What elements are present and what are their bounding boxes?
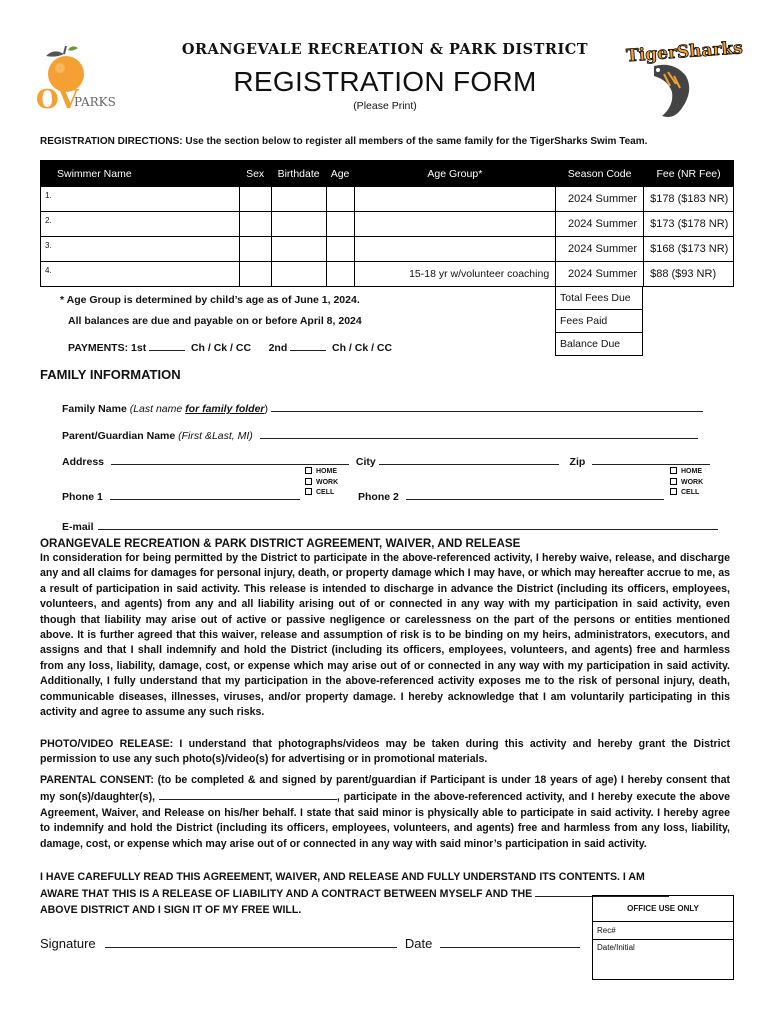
waiver-paragraph: In consideration for being permitted by the District to participate in the above-referenced activity, I hereby waive, release, and discharge any and all claims for damages for personal injury, death, or property damage which I may have, or which may hereafter accrue to me, as a result of participation in said activity. This release is intended to discharge in advance the District (including its officers, employees, volunteers, and agents) from any and all liability arising out of or connected in any way with my participation in said activity, even though that liability may arise out of active or passive negligence or carelessness on the part of the persons or entities mentioned above. It is further agreed that this waiver, release and assumption of risk is to be binding on my heirs, administrators, executors, and assigns and that I shall indemnify and hold the District (including its officers, employees, volunteers, and agents) free and harmless from any loss, liability, damage, cost, or expense which may arise out of or connected in any way with my participation in said activity. Additionally, I fully understand that my participation in the above-referenced activity exposes me to the risk of personal injury, death, communicable diseases, illnesses, viruses, and/or property damage. I hereby acknowledge that I am voluntarily participating in this activity and agree to assume any such risks. — [40, 552, 730, 719]
date-field[interactable] — [440, 936, 580, 948]
payment2-label: 2nd — [268, 342, 288, 354]
minor-name-field[interactable] — [159, 788, 337, 800]
address-label: Address — [62, 456, 105, 468]
tigersharks-logo — [624, 36, 744, 124]
season-code-cell: 2024 Summer — [556, 262, 644, 287]
svg-text:PARKS: PARKS — [74, 95, 116, 109]
email-field[interactable] — [98, 518, 718, 530]
payment1-amount-field[interactable] — [149, 339, 185, 351]
fee-cell: $173 ($178 NR) — [644, 212, 734, 237]
age-group-cell[interactable] — [354, 237, 556, 262]
family-name-label: Family Name — [62, 403, 127, 415]
parental-consent-paragraph — [40, 773, 730, 852]
office-use-title: OFFICE USE ONLY — [593, 896, 734, 922]
email-row — [62, 518, 718, 533]
birthdate-cell[interactable] — [271, 237, 326, 262]
svg-text:OV: OV — [36, 85, 79, 115]
zip-label: Zip — [569, 456, 586, 468]
phone2-cell-checkbox[interactable]: CELL — [670, 488, 703, 499]
col-age: Age — [326, 161, 354, 187]
age-group-cell[interactable]: 15-18 yr w/volunteer coaching — [354, 262, 556, 287]
city-label: City — [355, 456, 376, 468]
age-cell[interactable] — [326, 187, 354, 212]
parent-name-row — [62, 427, 718, 442]
date-initial-field[interactable]: Date/Initial — [593, 940, 734, 980]
table-row — [41, 262, 734, 287]
parent-name-label: Parent/Guardian Name — [62, 430, 176, 442]
zip-field[interactable] — [592, 453, 710, 465]
age-cell[interactable] — [326, 262, 354, 287]
fee-cell: $178 ($183 NR) — [644, 187, 734, 212]
payment1-method: Ch / Ck / CC — [190, 342, 252, 354]
phone2-field[interactable] — [406, 488, 664, 500]
city-field[interactable] — [379, 453, 559, 465]
col-birthdate: Birthdate — [271, 161, 326, 187]
age-group-cell[interactable] — [354, 212, 556, 237]
season-code-cell: 2024 Summer — [556, 237, 644, 262]
registration-directions: REGISTRATION DIRECTIONS: Use the section below to register all members of the same family for the TigerSharks Swim Team. — [40, 136, 648, 147]
col-age-group: Age Group* — [354, 161, 556, 187]
final-line-2: AWARE THAT THIS IS A RELEASE OF LIABILITY AND A CONTRACT BETWEEN MYSELF AND THE — [40, 885, 730, 902]
col-sex: Sex — [239, 161, 271, 187]
swimmer-name-cell[interactable]: 2. — [41, 212, 240, 237]
phone1-type-options — [305, 467, 338, 499]
family-name-hint-bold: for family folder — [185, 403, 265, 415]
birthdate-cell[interactable] — [271, 212, 326, 237]
swimmer-name-cell[interactable]: 3. — [41, 237, 240, 262]
parent-name-hint: (First &Last, MI) — [178, 430, 253, 442]
office-use-box — [592, 895, 734, 980]
phone2-label: Phone 2 — [358, 491, 399, 503]
payment2-method: Ch / Ck / CC — [332, 342, 393, 354]
table-header-row — [41, 161, 734, 187]
email-label: E-mail — [62, 521, 94, 533]
final-line-1: I HAVE CAREFULLY READ THIS AGREEMENT, WAIVER, AND RELEASE AND FULLY UNDERSTAND ITS CONTENTS. I AM — [40, 871, 645, 883]
season-code-cell: 2024 Summer — [556, 187, 644, 212]
age-cell[interactable] — [326, 212, 354, 237]
phone2-home-checkbox[interactable]: HOME — [670, 467, 703, 478]
district-name: ORANGEVALE RECREATION & PARK DISTRICT — [181, 41, 589, 58]
swimmer-name-cell[interactable]: 1. — [41, 187, 240, 212]
form-title: REGISTRATION FORM — [233, 66, 537, 97]
date-label: Date — [404, 936, 433, 951]
phone1-field[interactable] — [110, 488, 300, 500]
age-group-cell[interactable] — [354, 187, 556, 212]
signature-field[interactable] — [105, 936, 397, 948]
swimmer-table — [40, 160, 734, 287]
table-row — [41, 187, 734, 212]
payments-label: PAYMENTS: 1st — [68, 342, 147, 354]
col-season-code: Season Code — [556, 161, 644, 187]
parent-name-field[interactable] — [260, 427, 698, 439]
sex-cell[interactable] — [239, 187, 271, 212]
address-row — [62, 453, 718, 468]
family-info-heading: FAMILY INFORMATION — [40, 367, 181, 382]
final-line-3: ABOVE DISTRICT AND I SIGN IT OF MY FREE WILL. — [40, 903, 302, 916]
age-cell[interactable] — [326, 237, 354, 262]
age-group-note: * Age Group is determined by child’s age as of June 1, 2024. — [60, 294, 360, 306]
col-fee: Fee (NR Fee) — [644, 161, 734, 187]
form-subtitle: (Please Print) — [353, 100, 417, 112]
phone1-home-checkbox[interactable]: HOME — [305, 467, 338, 478]
table-row — [41, 237, 734, 262]
swimmer-name-cell[interactable]: 4. — [41, 262, 240, 287]
sex-cell[interactable] — [239, 237, 271, 262]
totals-table — [555, 286, 643, 356]
payments-line — [68, 339, 392, 354]
fee-cell: $88 ($93 NR) — [644, 262, 734, 287]
fees-paid[interactable]: Fees Paid — [556, 310, 643, 333]
phone1-label-row — [62, 488, 300, 503]
col-swimmer-name: Swimmer Name — [41, 161, 240, 187]
birthdate-cell[interactable] — [271, 262, 326, 287]
agreement-heading: ORANGEVALE RECREATION & PARK DISTRICT AGREEMENT, WAIVER, AND RELEASE — [40, 537, 521, 550]
photo-release-paragraph: PHOTO/VIDEO RELEASE: I understand that photographs/videos may be taken during this activity and hereby grant the District permission to use any such photo(s)/video(s) for advertising or in promotional materials. — [40, 738, 730, 766]
parental-consent-text-a: PARENTAL CONSENT: (to be completed & and signed by parent/guardian if Participant is under 18 years of age) I hereby consent that my son(s)/daughter(s), — [40, 774, 730, 804]
signature-label: Signature — [40, 936, 96, 951]
address-field[interactable] — [111, 453, 349, 465]
phone1-cell-checkbox[interactable]: CELL — [305, 488, 338, 499]
payment2-amount-field[interactable] — [290, 339, 326, 351]
balances-note: All balances are due and payable on or before April 8, 2024 — [68, 315, 362, 327]
phone1-work-checkbox[interactable]: WORK — [305, 478, 338, 489]
fee-cell: $168 ($173 NR) — [644, 237, 734, 262]
season-code-cell: 2024 Summer — [556, 212, 644, 237]
birthdate-cell[interactable] — [271, 187, 326, 212]
svg-text:TigerSharks: TigerSharks — [625, 38, 744, 67]
phone2-label-row — [358, 488, 664, 503]
signature-row — [40, 936, 580, 951]
table-row — [41, 212, 734, 237]
phone1-label: Phone 1 — [62, 491, 103, 503]
family-name-row: Family Name (Last name for family folder) — [62, 400, 718, 415]
sex-cell[interactable] — [239, 212, 271, 237]
total-fees-due[interactable]: Total Fees Due — [556, 287, 643, 310]
phone2-work-checkbox[interactable]: WORK — [670, 478, 703, 489]
rec-number-field[interactable]: Rec# — [593, 922, 734, 940]
family-name-hint: (Last name — [129, 403, 183, 415]
sex-cell[interactable] — [239, 262, 271, 287]
family-name-field[interactable] — [271, 400, 703, 412]
balance-due[interactable]: Balance Due — [556, 333, 643, 356]
phone2-type-options — [670, 467, 703, 499]
parental-consent-text-b: , participate in the above-referenced activity, and I hereby execute the above Agreement, Waiver, and Release on his/her behalf. I state that said minor is physically able to participate in said activity. I hereby agree to indemnify and hold the District (including its officers, employees, volunteers, and agents) free and harmless from any loss, liability, damage, cost, or expense which may arise out of or connected in any way with said minor’s participation in said activity. — [40, 791, 730, 850]
